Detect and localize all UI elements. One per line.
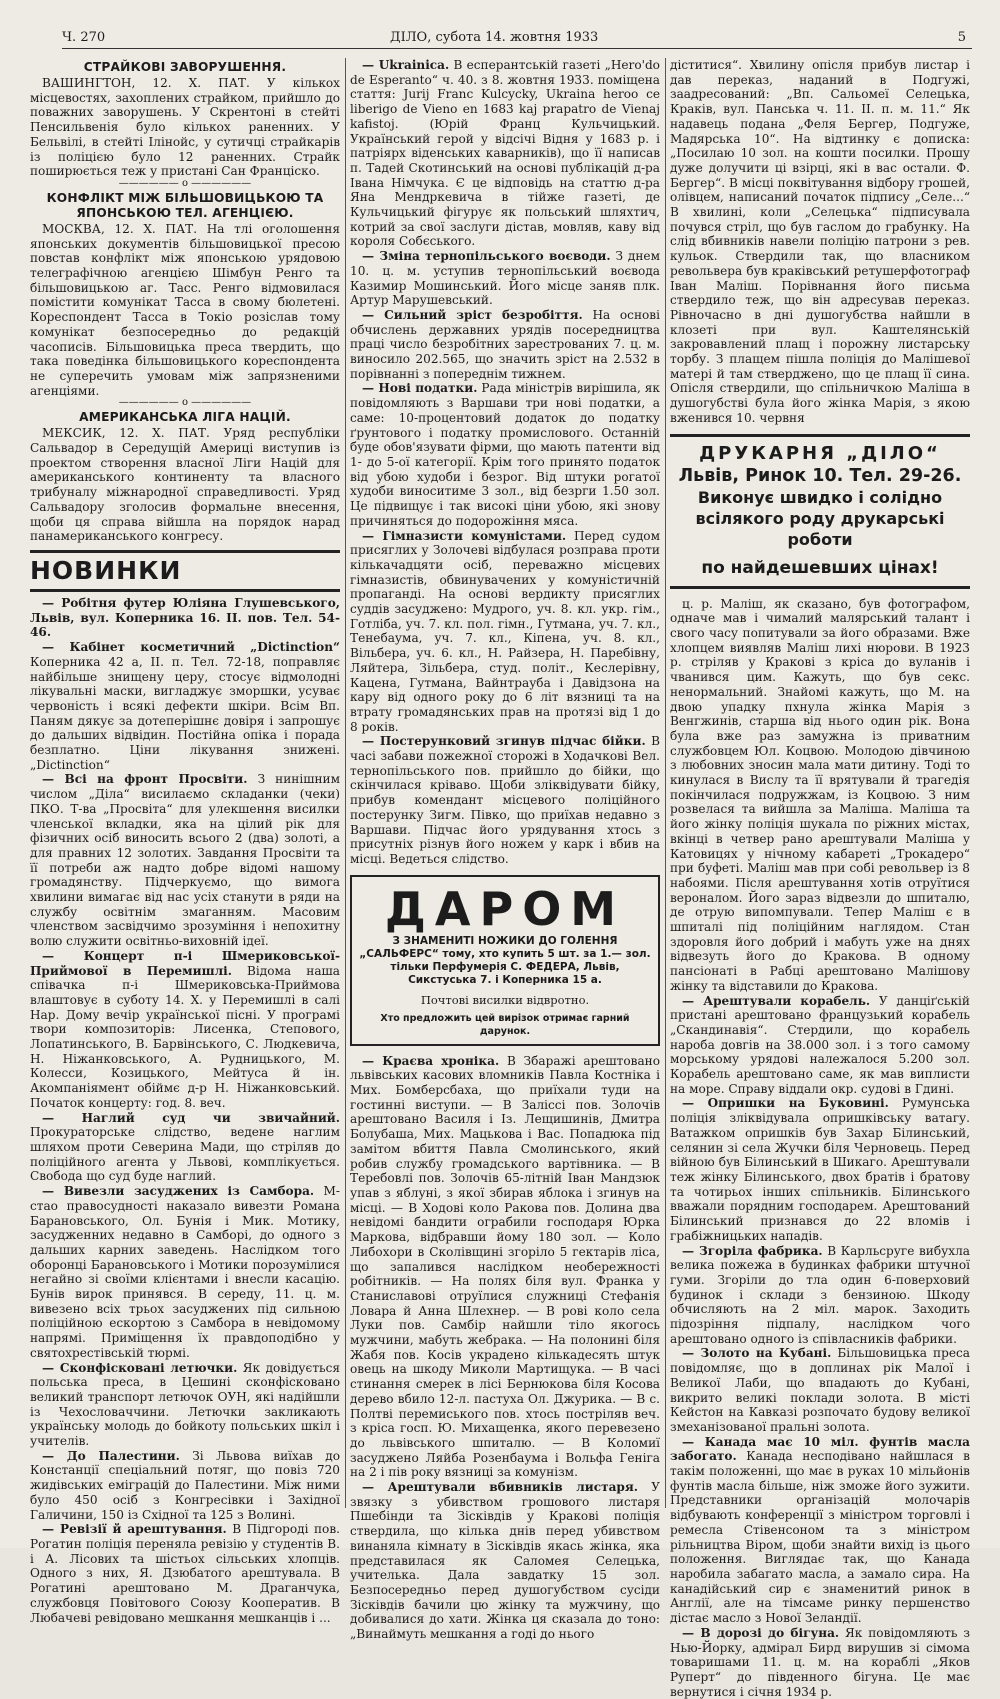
news-text: В часі забави пожежної сторожі в Ходачкові Вел. тернопільського пов. прийшло до бійки, що скінчилася кріваво. Щоби зліквідувати бійку, прибув комендант місцевого поліційного постерунку Зигм. Півко, що приїхав недавно з Варшави. Підчас його урядування хтось з присутніх різнув його ножем у карк і вбив на місці. Ведеться слідство. [350, 734, 660, 866]
news-text: У звязку з убивством грошового листаря Пшебінди та Зісківдів у Кракові поліція ствердила, що кілька днів перед убивством винаняла кімнату в Зісківдів якась жінка, яка представилася як Саломея Селецька, учителька. Дала завдатку 15 зол. Безпосередньо перед душогубством сусіди Зісківдів бачили цю жінку та мужчину, що добивалися до хати. Жінка ця сказала до тоно: „Винаймуть мешкання а годі до нього [350, 1480, 660, 1642]
news-lead: — Вивезли засуджених із Самбора. [42, 1184, 315, 1199]
advertisement-darom [350, 875, 660, 1046]
news-lead: — Зміна тернопільського воєводи. [362, 249, 611, 264]
news-text: В есперантській газеті „Hero'do de Esperanto“ ч. 40. з 8. жовтня 1933. поміщена стаття: Jurij Franc Kulcycky, Ukraina heroo ce liberigo de Vieno en 1683 kaj prapatro de Vienaj kafistoj. (Юрій Франц Кульчицький. Український герой у відсічі Відня у 1683 р. і патріярх віденських каварників), що її написав п. Тадей Скотинський на основі публікацій д-ра Івана Німчука. Є це відповідь на статтю д-ра Яна Мендркевича в тійже газеті, де Кульчицький фігурує як польський шляхтич, котрий за свої заслуги дістав, мовляв, каву від короля Собєського. [350, 58, 660, 249]
ad-address: Львів, Ринок 10. Тел. 29-26. [678, 465, 962, 486]
ad-text: Виконує швидко і солідно всілякого роду друкарські роботи [695, 487, 945, 549]
ad-text: Хто предложить цей вирізок отримає гарний дарунок. [380, 1012, 630, 1037]
news-text: В Збаражі арештовано львівських касових вломників Павла Костніка і Мих. Бомберсбаха, що приїхали туди на гостинні виступи. — В Заліссі пов. Золочів арештовано Василя і Із. Лещишинів, Дмитра Болубаша, Мих. Мацькова і Вас. Попадюка під замітом вбиття Павла Смолинського, який робив службу громадського вартівника. — В Теребовлі пов. Золочів 65-літній Іван Мандзюк упав з яблуні, з якої збирав яблока і згинув на місці. — В Ходові коло Ракова пов. Долина два невідомі бандити ограбили господаря Юрка Маркова, відбравши йому 180 зол. — Коло Либохори в Сколівщині згоріло 5 гектарів ліса, що запалився наслідком необережності робітників. — На полях біля вул. Франка у Станиславові отруїлися служниці Стефанія Ловара й Анна Шлехнер. — В рові коло села Луки пов. Самбір найшли тіло якогось мужчини, мабуть жебрака. — На полонині біля Жабя пов. Косів украдено кількадесять штук овець на шкоду Миколи Мартищука. — В часі стинання смерек в лісі Бернюкова біля Косова дерево вбило 12-л. пастуха Ол. Джурика. — В с. Полтві перемиського пов. хтось постріляв веч. з кріса госп. Ю. Михащенка, якого перевезено до львівського шпиталю. — В Коломиї засуджено Ляйба Розенбаума і Вольфа Геніга на 2 і пів року вязниці за комунізм. [350, 1053, 660, 1480]
article-title: СТРАЙКОВІ ЗАВОРУШЕННЯ. [83, 60, 287, 74]
news-lead: — Канада має 10 міл. фунтів масла забогато. [670, 1434, 970, 1464]
news-text: Як повідомляють з Нью-Йорку, адмірал Бирд вирушив зі сімома товаришами 11. ц. м. на кораблі „Яков Руперт“ до південного бігуна. Це має вернутися і січня 1934 р. [670, 1625, 970, 1699]
news-lead: — Наглий суд чи звичайний. [42, 1110, 340, 1125]
ad-headline: ДРУКАРНЯ „ДІЛО“ [699, 442, 941, 464]
separator: —————— o —————— [118, 397, 252, 409]
article-text: МОСКВА, 12. X. ПАТ. На тлі оголошення японських документів більшовицької пресою повстав конфлікт між японською урядовою телеграфічною агенцією Шімбун Ренго та більшовицькою аг. Тасс. Ренго відмовилася помістити комунікат Тасса в свому бюлетені. Кореспондент Тасса в Токіо розіслав тому комунікат безпосередньо до редакцій часописів. Більшовицька преса твердить, що така поведінка більшовицького кореспондента не суперечить умовам між запрязненими агенціями. [30, 221, 340, 398]
page-number-right: 5 [957, 30, 966, 45]
news-lead: — Ревізії й арештування. [42, 1522, 227, 1537]
news-text: Рада міністрів вирішила, як повідомляють з Варшави три нові податки, а саме: 10-процентовий додаток до податку ґрунтового і податку промислового. Останній буде обов'язувати фірми, що мають патенти від 1- до 5-ої категорії. Крім того принято податок від убою худоби і безрог. Від штуки рогатої худоби виноситиме 3 зол., від безрги 1.50 зол. Це підвищує і так високі ціни убою, які знову причиняться до подорожіння мяса. [350, 381, 660, 528]
column-2 [350, 58, 660, 1642]
news-lead: — Всі на фронт Просвіти. [42, 772, 248, 787]
article-text: ц. р. Маліш, як сказано, був фотографом, одначе мав і чималий малярський талант і свого часу попитували за його образами. Вже хлопцем виявляв Маліш лихі нюрови. В 1923 р. стріляв у Кракові з кріса до вуланів і чванився цим. Кажуть, що був секс. ненормальний. Знайомі кажуть, що М. на двою упадку пхнула жінка Марія з Венгжинів, старша від нього один рік. Вона була вже раз замужна із приватним службовцем Юл. Коцвою. Молодою дівчиною з любовних зносин мала мати дитину. Тоді то кинулася в Вислу та її врятували й трагедія покінчилася подружжам, із Коцвою. З ним розвелася та вийшла за Маліша. Маліша та його жінку поліція шукала по ріжних містах, вкінці в четвер рано арештували Маліша у Катовицях у нічному кабареті „Трокадеро“ при буфеті. Маліш мав при собі револьвер із 8 набоями. Після арештування хотів отруїтися вероналом. Його зараз відвезли до шпиталю, де отрую випомпували. Тепер Маліш є в шпиталі під поліційним наглядом. Стан здоровля його добрий і мабуть уже на днях відвезуть його до Кракова. В одному пансіонаті в Рабці арештовано Малішову жінку та відставили до Кракова. [670, 596, 970, 993]
news-text: Румунська поліція зліквідувала опришківську ватагу. Ватажком опришків був Захар Білинський, селянин зі села Жучки біля Черновець. Перед війною був Білинський в Шикаго. Арештували теж жінку Білинського, двох братів і братову та чотирьох інших спільників. Білинського вважали порядним господарем. Арештований Білинський признався до 22 вломів і грабіжницьких нападів. [670, 1096, 970, 1243]
article-title: АМЕРИКАНСЬКА ЛІГА НАЦІЙ. [79, 410, 291, 425]
news-text: Канада несподівано найшлася в такім положенні, що має в руках 10 мільйонів фунтів масла більше, ніж зможе його зужити. Представники організацій молочарів відбувають конференції з міністром торговлі і ремесла Стівенсоном та з міністром рільництва Віром, щоби знайти вихід із цього положення. Виглядає так, що Канада наробила забагато масла, а замало сира. На канадійський сир є знаменитий ринок в Англії, але на тімсаме ринку першенство дістає масло з Нової Зеландії. [670, 1449, 970, 1626]
column-rule [665, 58, 666, 1508]
news-lead: — До Палестини. [42, 1448, 180, 1463]
column-rule [345, 58, 346, 1508]
news-text: Зі Львова виїхав до Констанції спеціальний потяг, що повіз 720 жидівських еміграцій до Палестини. Між ними було 450 осіб з Конгресівки і Західної Галичини, 150 із Східної та 125 з Волині. [30, 1448, 340, 1522]
news-lead: — Арештували корабель. [682, 993, 871, 1008]
page-header [62, 28, 972, 49]
ad-text: по найдешевших цінах! [701, 557, 939, 578]
news-lead: — Опришки на Буковині. [682, 1096, 889, 1111]
news-text: М-стао правосудності наказало вивезти Романа Барановського, Ол. Бунія і Мик. Мотику, засудженних недавно в Самборі, до одного з дальших карних заведень. Наслідком того оборонці Барановського і Мотики порозумілися негайно зі своїми клієнтами і внесли касацію. Бунів вирок принявся. В середу, 11. ц. м. вивезено всіх трьох засуджених під сильною поліційною ескортою з Самбора в невідомому напрямі. Приміщення їх правдоподібно у святохрестівській тюрмі. [30, 1184, 340, 1360]
page-number-left: Ч. 270 [62, 30, 106, 45]
ad-text: З ЗНАМЕНИТІ НОЖИКИ ДО ГОЛЕННЯ „САЛЬФЕРС“ тому, хто купить 5 шт. за 1.— зол. [359, 934, 651, 960]
article-text: МЕКСИК, 12. X. ПАТ. Уряд республіки Сальвадор в Середущій Америці виступив із проектом створення власної Ліги Націй для американського континенту та власного трибуналу міжнародної справедливості. Уряд Сальвадору зголосив формальне внесення, щоби ця справа війшла на порядок нарад панамериканського конгресу. [30, 426, 340, 544]
news-lead: — Краєва хроніка. [362, 1053, 500, 1068]
news-lead: — Ukrainica. [362, 58, 450, 72]
newspaper-title: ДІЛО, субота 14. жовтня 1933 [390, 30, 599, 45]
news-lead: — Гімназисти комуністами. [362, 528, 567, 543]
news-text: В Карльсруге вибухла велика пожежа в будинках фабрики штучної гуми. Згоріли до тла один 6-поверховий будинок і склади з бензиною. Шкоду обчисляють на 2 міл. марок. Заходить підозріння підпалу, наслідком чого арештовано одного із співласників фабрики. [670, 1243, 970, 1346]
ad-headline: ДАРОМ [384, 881, 626, 936]
column-3 [670, 58, 970, 1699]
news-lead: — Згоріла фабрика. [682, 1243, 823, 1258]
news-text: Відома наша співачка п-і Шмериковська-Приймова влаштовує в суботу 14. X. у Перемишлі в салі Нар. Дому вечір української пісні. У програмі твори композиторів: Лисенка, Степового, Лопатинського, В. Барвінського, С. Людкевича, Н. Ніжанковського, А. Рудницького, М. Колесси, Козицького, Мейтуса й ін. Акомпаніямент обіймє д-р Н. Ніжанковський. Початок концерту: год. 8. веч. [30, 963, 340, 1110]
news-lead: — Нові податки. [362, 381, 478, 396]
news-text: З днем 10. ц. м. уступив тернопільський воєвода Казимир Мошинський. Його місце заняв плк. Артур Марушевський. [350, 249, 660, 308]
ad-text: тільки Перфумерія С. ФЕДЕРА, Львів, Сикстуська 7. і Коперника 15 а. [390, 960, 620, 986]
article-title: КОНФЛІКТ МІЖ БІЛЬШОВИЦЬКОЮ ТА ЯПОНСЬКОЮ ТЕЛ. АГЕНЦІЄЮ. [46, 190, 324, 220]
news-lead: — Концерт п-і Шмериковської-Приймової в Перемишлі. [30, 948, 340, 978]
news-lead: — Сконфісковані летючки. [42, 1360, 238, 1375]
separator: —————— o —————— [118, 177, 252, 189]
ad-text: Почтові висилки відвротно. [420, 992, 590, 1007]
news-lead: — Робітня футер Юліяна Глушевського, Львів, вул. Коперника 16. II. пов. Тел. 54-46. [30, 595, 340, 640]
news-text: Перед судом присяглих у Золочеві відбулася розправа проти кількачадцяти осіб, переважно місцевих гімназистів, обвинувачених у комуністичній пропаганді. На основі вердикту присяглих суддів засуджено: Мудрого, уч. 8. кл. укр. гім., Готліба, уч. 7. кл. пол. гімн., Гутмана, уч. 7. кл., Тенебаума, уч. 7. кл., Кіпена, уч. 8. кл., Вільбера, уч. 6. кл., Н. Райзера, Н. Паребівну, Ляйтера, Зільбера, студ. політ., Кеслерівну, Кацена, Гутмана, Вайнтрауба і Давідзона на кару від одного року до 6 літ вязниці та на втрату громадянських прав на протязі від 1 до 8 років. [350, 528, 660, 734]
news-text: Більшовицька преса повідомляє, що в доплинах рік Малої і Великої Лаби, що впадають до Кубані, викрито великі поклади золота. В місті Кейстон на Кавказі розпочато будову великої змеханізованої пральні золота. [670, 1346, 970, 1434]
news-text: Коперника 42 а, II. п. Тел. 72-18, поправляє найбільше знищену церу, стосує відмолодні лікувальні маски, вигладжує зморшки, усуває червоність і всякі дефекти шкіри. Всім Вп. Паням дякує за дотеперішнє довіря і запрошує до дальших відвідин. Постійна опіка і порада безплатно. Ціни лікування знижені. „Dictinction“ [30, 654, 340, 772]
advertisement-printing-house [670, 434, 970, 589]
news-text: На основі обчислень державних урядів посередництва праці число безробітних зарестрованих 7. ц. м. виносило 202.565, що значить зріст на 2.532 в порівнанні з попереднім тижнем. [350, 307, 660, 381]
news-lead: — В дорозі до бігуна. [682, 1625, 840, 1640]
article-text: діститися“. Хвилину опісля прибув листар і дав переказ, наданий в Подгужі, заадресований: „Вп. Сальомеї Селецька, Краків, вул. Панська ч. 11. II. п. м. 11.“ Як надавець подана „Феля Бергер, Подгуже, Мадярська 10“. На відтинку є дописка: „Посилаю 10 зол. на кошти посилки. Прошу дуже долучити ці взірці, які в вас остали. Ф. Бергер“. В місці поквітування відбору грошей, олівцем, написаний початок підпису „Селе...“ В хвилині, коли „Селецька“ підписувала почувся стріл, що був гаслом до грабунку. На слід вбивників навели поліцію патрони з рев. кульок. Ствердили так, що власником револьвера був краківський ретушерфотограф Іван Маліш. Порівнання його письма ствердило теж, що він адресував переказ. Рівночасно в дні душогубства найшли в клозеті при вул. Каштелянській закровавлений плащ і порожну листарську торбу. З плащем пішла поліція до Малішевої матері й там стверджено, що це плащ її сина. Опісля ствердили, що спільничкою Маліша в душогубстві була його жінка Марія, з якою вженився 10. червня [670, 58, 970, 425]
news-lead: — Арештували вбивників листаря. [362, 1480, 639, 1495]
news-lead: — Золото на Кубані. [682, 1346, 832, 1361]
column-1 [30, 58, 340, 1625]
news-text: З нинішним числом „Діла“ висилаємо складанки (чеки) ПКО. Т-ва „Просвіта“ для улекшення висилки членської вкладки, яка на цілий рік для фізичних осіб виносить всього 2 (два) золоті, а для правних 12 золотих. Завдання Просвіти та її потреби аж надто добре відомі нашому громадянству. Підчеркуємо, що вимога хвилини вимагає від нас усіх станути в ряди на службу освітнім змаганням. Масовим членством засвідчимо зрозуміння і непохитну волю служити освітньо-виховній ідеї. [30, 772, 340, 949]
news-lead: — Кабінет косметичний „Dictinction“ [42, 640, 340, 655]
article-text: ВАШИНГТОН, 12. X. ПАТ. У кількох місцевостях, захоплених страйком, прийшло до поважних заворушень. У Скрентоні в стейті Пенсильвенія було кількох раненних. У Бельвілі, в стейті Ілінойс, у сутичці страйкарів із поліцією було 12 раненних. Страйк поширюється теж у пристані Сан Франціско. [30, 76, 340, 179]
news-lead: — Постерунковий згинув підчас бійки. [362, 734, 646, 749]
news-lead: — Сильний зріст безробіття. [362, 307, 583, 322]
section-heading-news: НОВИНКИ [30, 550, 340, 592]
news-text: В Підгороді пов. Рогатин поліція переняла ревізію у студентів В. і А. Лісових та шістьох сільських хлопців. Одного з них, Я. Дзюбатого арештувала. В Рогатині арештовано М. Драганчука, службовця Повітового Союзу Кооператив. В Любачеві ревідовано мешкання мешканців і ... [30, 1522, 340, 1625]
news-text: Прокураторське слідство, ведене наглим шляхом проти Северина Мади, що стріляв до поліційного агента у Львові, комплікується. Свобода що суд буде наглий. [30, 1125, 340, 1184]
news-text: У данціґській пристані арештовано французький корабель „Скандинавія“. Стердили, що корабель нароба довгів на 38.000 зол. і з того самому морському урядові належалося 5.200 зол. Корабель арештовано саме, як мав виплисти на море. Справу віддали окр. судові в Гдині. [670, 993, 970, 1096]
news-text: Як довідується польська преса, в Цешині сконфісковано великий транспорт летючок ОУН, які надійшли із Чехословаччини. Летючки закликають українську молодь до бойкоту польських шкіл і учителів. [30, 1360, 340, 1449]
